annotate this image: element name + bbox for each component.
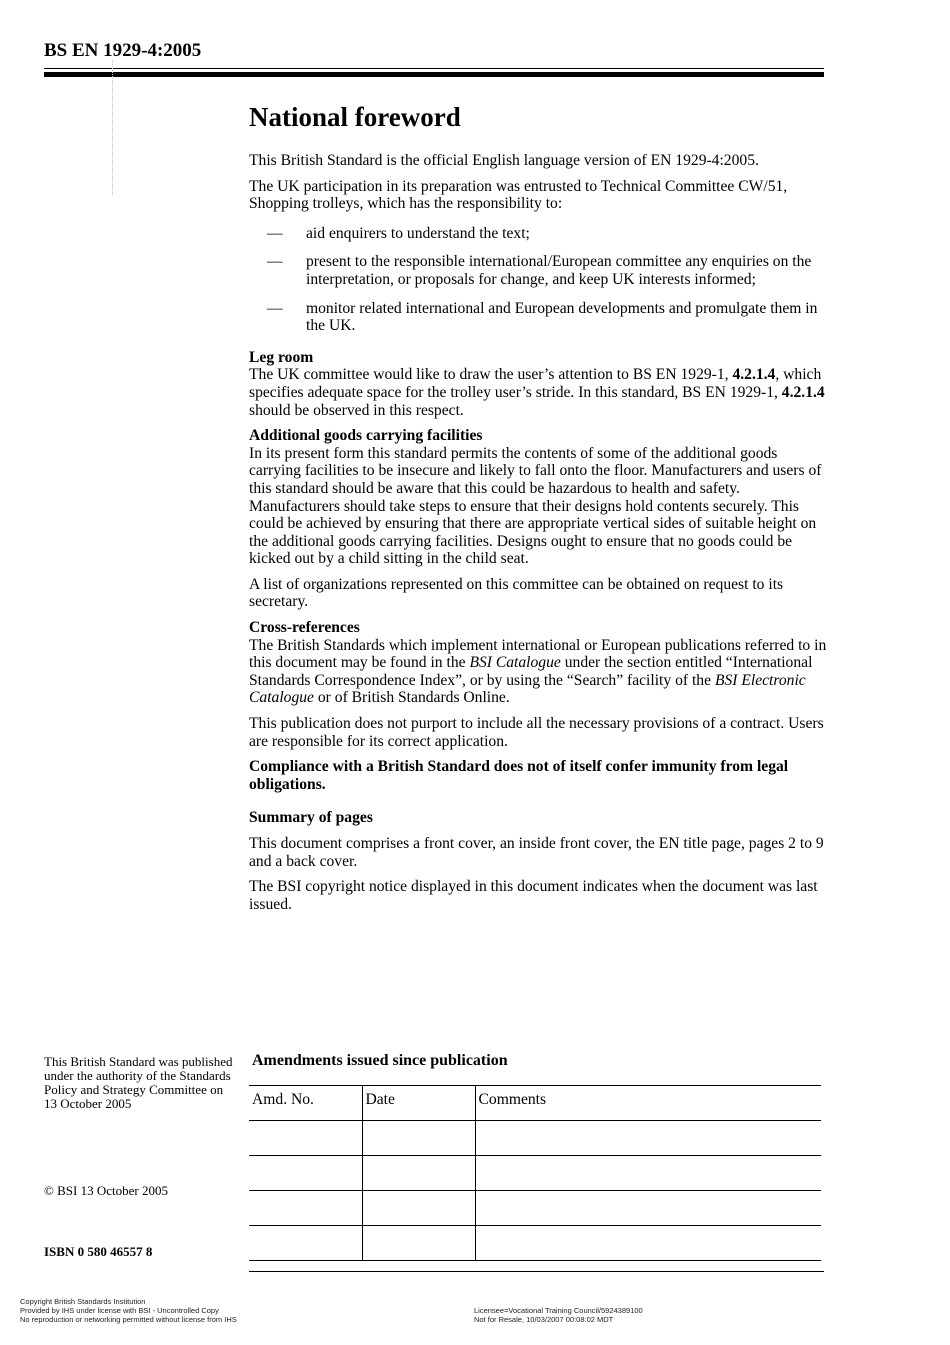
section-body: In its present form this standard permits the contents of some of the additional goods carrying facilities to be insecure and likely to fall onto the floor. Manufacturers and users of this standard should be aware that this could be hazardous to health and safety. Manufacturers should take steps to ensure that their designs hold contents securely. This could be achieved by ensuring that there are appropriate vertical sides of suitable height on the additional goods carrying facilities. Designs ought to ensure that no goods could be kicked out by a child sitting in the child seat. bbox=[249, 444, 822, 568]
catalogue-title: BSI Electronic Catalogue bbox=[249, 671, 806, 707]
table-cell bbox=[362, 1156, 475, 1191]
table-cell bbox=[362, 1191, 475, 1226]
copyright-note-paragraph: The BSI copyright notice displayed in this document indicates when the document was last issued. bbox=[249, 878, 818, 913]
header-rule-thick bbox=[44, 72, 824, 77]
dash-bullet: — bbox=[267, 299, 283, 317]
table-header-row bbox=[249, 1086, 821, 1121]
text-run: The UK committee would like to draw the user’s attention to BS EN 1929-1, bbox=[249, 366, 733, 384]
table-cell bbox=[475, 1226, 821, 1261]
intro-paragraph: This British Standard is the official English language version of EN 1929-4:2005. bbox=[249, 152, 759, 169]
section-body bbox=[249, 637, 829, 707]
bottom-rule bbox=[249, 1271, 824, 1272]
section-body bbox=[249, 366, 829, 419]
list-item-text: aid enquirers to understand the text; bbox=[306, 224, 530, 242]
list-item-text: present to the responsible international/European committee any enquiries on the interpretation, or proposals for change, and keep UK interests informed; bbox=[306, 253, 812, 288]
section-heading: Cross-references bbox=[249, 619, 360, 637]
document-code: BS EN 1929-4:2005 bbox=[44, 40, 202, 61]
additional-goods-section bbox=[249, 427, 829, 568]
column-header: Date bbox=[362, 1086, 475, 1121]
footer-line: No reproduction or networking permitted without license from IHS bbox=[20, 1315, 237, 1324]
clause-ref: 4.2.1.4 bbox=[781, 383, 825, 401]
section-heading: Additional goods carrying facilities bbox=[249, 427, 483, 445]
table-cell bbox=[249, 1121, 362, 1156]
responsibilities-list bbox=[249, 225, 829, 335]
footer-line: Copyright British Standards Institution bbox=[20, 1297, 146, 1306]
leg-room-section bbox=[249, 349, 829, 419]
table-row bbox=[249, 1191, 821, 1226]
text-run: , which specifies adequate space for the trolley user’s stride. In this standard, BS EN 1929-1, bbox=[249, 366, 822, 401]
table-row bbox=[249, 1121, 821, 1156]
intro-paragraph: The UK participation in its preparation was entrusted to Technical Committee CW/51, Shopping trolleys, which has the responsibility to: bbox=[249, 177, 788, 213]
compliance-statement: Compliance with a British Standard does not of itself confer immunity from legal obligations. bbox=[249, 758, 789, 793]
table-cell bbox=[249, 1226, 362, 1261]
footer-license-left bbox=[20, 1297, 237, 1324]
table-cell bbox=[249, 1191, 362, 1226]
text-run: The British Standards which implement international or European publications referred to in this document may be found in the bbox=[249, 636, 827, 672]
list-item bbox=[249, 253, 829, 288]
dash-bullet: — bbox=[267, 253, 283, 271]
table-cell bbox=[475, 1191, 821, 1226]
org-list-paragraph: A list of organizations represented on this committee can be obtained on request to its secretary. bbox=[249, 575, 784, 611]
table-cell bbox=[475, 1156, 821, 1191]
table-cell bbox=[475, 1121, 821, 1156]
summary-paragraph: This document comprises a front cover, an inside front cover, the EN title page, pages 2 to 9 and a back cover. bbox=[249, 835, 824, 870]
catalogue-title: BSI Catalogue bbox=[469, 654, 561, 672]
amendments-title: Amendments issued since publication bbox=[252, 1052, 508, 1069]
footer-line: Not for Resale, 10/03/2007 00:08:02 MDT bbox=[474, 1315, 614, 1324]
authority-note: This British Standard was published under the authority of the Standards Policy and Strategy Committee on 13 October 2005 bbox=[44, 1054, 233, 1111]
list-item bbox=[249, 225, 829, 243]
copyright-date: © BSI 13 October 2005 bbox=[44, 1183, 168, 1198]
footer-line: Provided by IHS under license with BSI - Uncontrolled Copy bbox=[20, 1306, 219, 1315]
list-item-text: monitor related international and European developments and promulgate them in the UK. bbox=[306, 299, 818, 335]
dash-bullet: — bbox=[267, 224, 283, 242]
section-heading: Summary of pages bbox=[249, 809, 373, 827]
page-title: National foreword bbox=[249, 102, 461, 132]
text-run: under the section entitled “International Standards Correspondence Index”, or by using the “Search” facility of the bbox=[249, 654, 813, 689]
text-run: should be observed in this respect. bbox=[249, 401, 464, 419]
header-rule-thin bbox=[44, 68, 824, 69]
table-cell bbox=[249, 1156, 362, 1191]
column-header: Comments bbox=[475, 1086, 821, 1121]
footer-line: Licensee=Vocational Training Council/5924389100 bbox=[474, 1306, 643, 1315]
list-item bbox=[249, 300, 829, 335]
footer-license-right bbox=[474, 1306, 643, 1324]
isbn: ISBN 0 580 46557 8 bbox=[44, 1244, 153, 1259]
table-cell bbox=[362, 1226, 475, 1261]
column-header: Amd. No. bbox=[249, 1086, 362, 1121]
table-cell bbox=[362, 1121, 475, 1156]
contract-paragraph: This publication does not purport to include all the necessary provisions of a contract. Users are responsible for its correct application. bbox=[249, 715, 824, 750]
cross-references-section bbox=[249, 619, 829, 707]
main-content bbox=[249, 100, 829, 921]
text-run: or of British Standards Online. bbox=[313, 689, 510, 707]
table-row bbox=[249, 1156, 821, 1191]
margin-marker bbox=[112, 60, 113, 195]
clause-ref: 4.2.1.4 bbox=[732, 366, 776, 384]
table-row bbox=[249, 1226, 821, 1261]
section-heading: Leg room bbox=[249, 348, 314, 366]
amendments-table bbox=[249, 1085, 821, 1261]
